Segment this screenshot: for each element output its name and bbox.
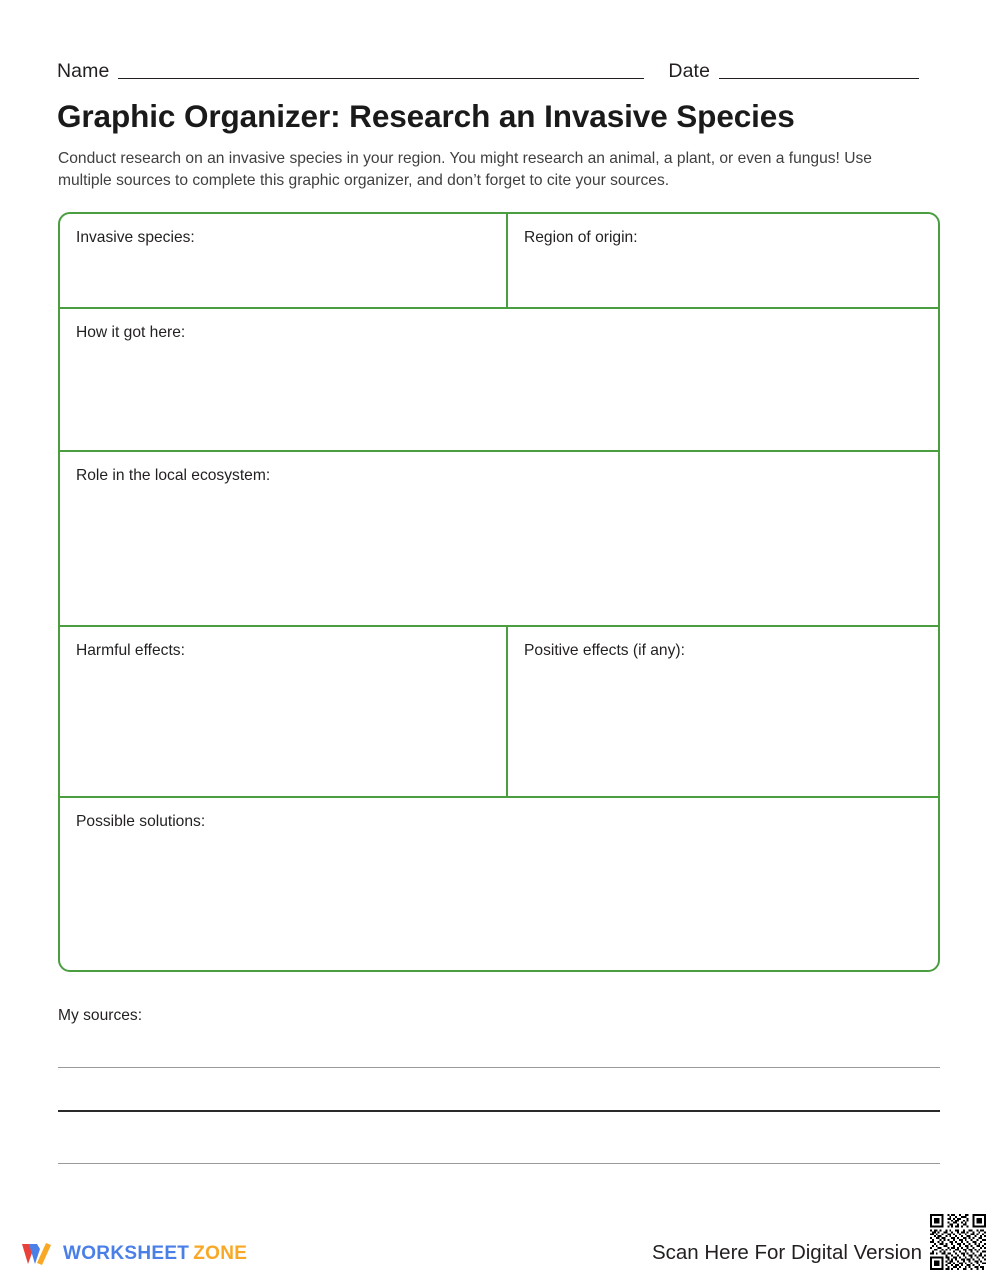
logo-zone-text: ZONE: [193, 1243, 248, 1264]
page-title: Graphic Organizer: Research an Invasive Species: [57, 98, 795, 134]
cell-label: Positive effects (if any):: [524, 642, 685, 659]
cell-label: How it got here:: [76, 324, 186, 341]
instructions-paragraph: Conduct research on an invasive species in your region. You might research an animal, a plant, or even a fungus! Use multiple sources to complete this graphic organizer, and don’t forget to cite your sources.: [58, 150, 872, 189]
worksheet-zone-logo[interactable]: [20, 1238, 247, 1270]
cell-role-in-local-ecosystem[interactable]: [60, 452, 938, 625]
organizer-row: [60, 798, 938, 969]
source-write-line-1[interactable]: [58, 1067, 940, 1068]
name-date-row: [57, 52, 943, 82]
graphic-organizer-table: [58, 212, 940, 972]
organizer-row: [60, 309, 938, 452]
cell-how-it-got-here[interactable]: [60, 309, 938, 450]
cell-label: Role in the local ecosystem:: [76, 467, 271, 484]
date-write-line[interactable]: [719, 78, 919, 79]
scan-here-text: Scan Here For Digital Version: [651, 1241, 922, 1264]
cell-possible-solutions[interactable]: [60, 798, 938, 969]
name-write-line[interactable]: [118, 78, 644, 79]
cell-label: Region of origin:: [524, 229, 638, 246]
source-write-line-2[interactable]: [58, 1110, 940, 1112]
my-sources-label: My sources:: [58, 1007, 143, 1024]
organizer-row: [60, 627, 938, 798]
qr-code-icon[interactable]: [930, 1214, 986, 1270]
organizer-row: [60, 452, 938, 627]
cell-invasive-species[interactable]: [60, 214, 508, 307]
cell-positive-effects[interactable]: [508, 627, 937, 796]
date-label: Date: [668, 60, 711, 82]
logo-wordmark: [63, 1243, 247, 1265]
name-label: Name: [57, 60, 110, 82]
cell-label: Harmful effects:: [76, 642, 185, 659]
cell-label: Invasive species:: [76, 229, 195, 246]
cell-harmful-effects[interactable]: [60, 627, 508, 796]
cell-label: Possible solutions:: [76, 813, 206, 830]
cell-region-of-origin[interactable]: [508, 214, 937, 307]
source-write-line-3[interactable]: [58, 1163, 940, 1164]
organizer-row: [60, 214, 938, 309]
logo-worksheet-text: WORKSHEET: [63, 1243, 190, 1264]
logo-w-mark-icon: [20, 1239, 54, 1269]
